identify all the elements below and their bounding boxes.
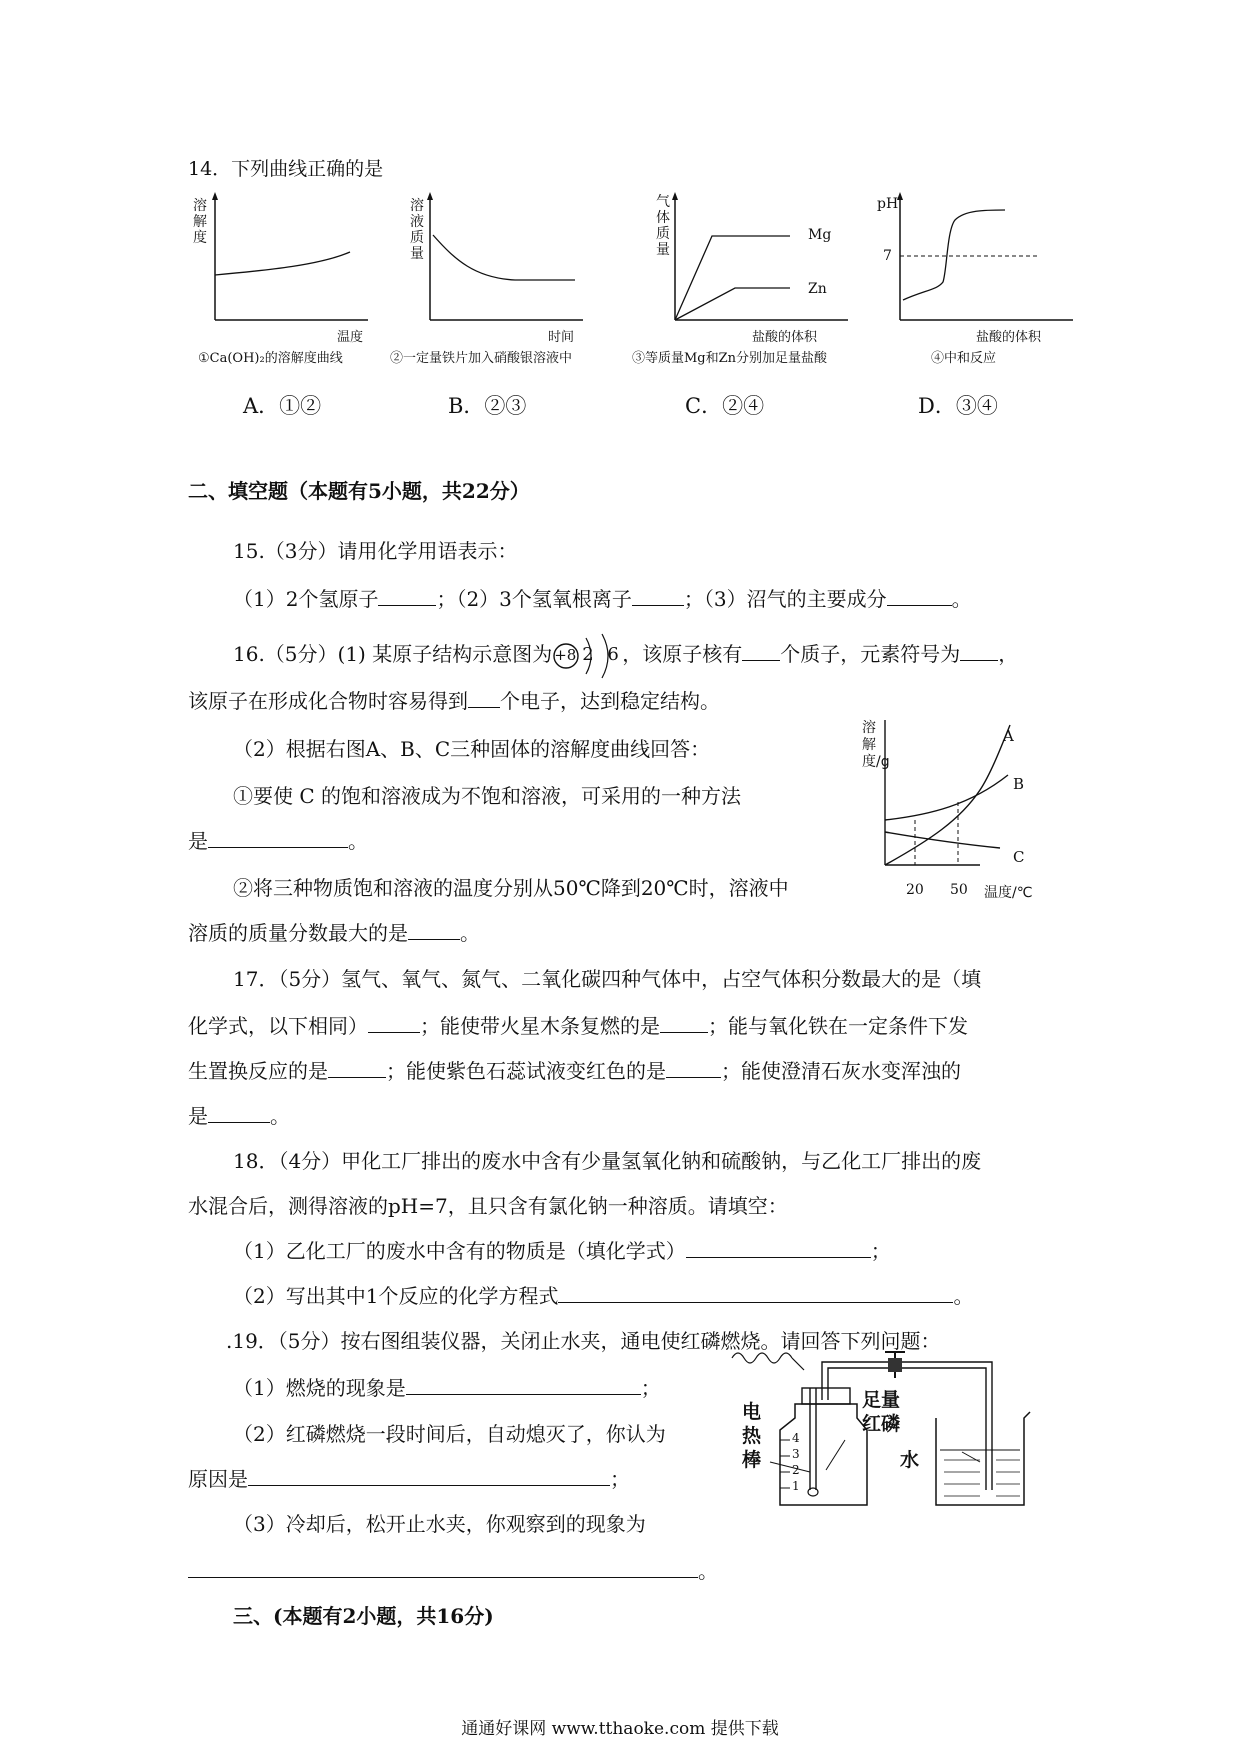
graph-3-xlabel: 盐酸的体积 <box>752 330 818 345</box>
q17-blank-1[interactable] <box>368 1014 420 1033</box>
series-b-label: B <box>1013 775 1025 793</box>
q17-l2a: 化学式，以下相同） <box>188 1014 368 1038</box>
q19-p3: （3）冷却后，松开止水夹，你观察到的现象为 <box>233 1512 646 1536</box>
q17-blank-4[interactable] <box>666 1059 721 1078</box>
q16-blank-symbol[interactable] <box>960 642 998 661</box>
q16-sub2-line <box>188 917 480 946</box>
q16-sub1-line <box>188 825 368 854</box>
q16-sub1b: 是 <box>188 829 208 853</box>
q16-blank-electrons[interactable] <box>468 689 500 708</box>
q17-line-4 <box>188 1100 290 1129</box>
q16-blank-method[interactable] <box>208 829 348 848</box>
q16-sub1a: ①要使 C 的饱和溶液成为不饱和溶液，可采用的一种方法 <box>233 784 742 808</box>
q19-blank-3[interactable] <box>188 1559 698 1578</box>
curve-a <box>885 725 1010 865</box>
q16-line-1 <box>233 638 1018 668</box>
graph-1-solubility <box>190 190 370 340</box>
q19-blank-2[interactable] <box>248 1467 610 1486</box>
q15-p3: ；（3）沼气的主要成分 <box>683 587 887 611</box>
q19-part-3 <box>188 1555 718 1584</box>
q19-p2b: 原因是 <box>188 1467 248 1491</box>
graph-3-caption: ③等质量Mg和Zn分别加足量盐酸 <box>632 351 828 366</box>
graph-4-caption: ④中和反应 <box>931 351 997 366</box>
option-c[interactable]: C．②④ <box>685 394 765 418</box>
option-b[interactable]: B．②③ <box>448 394 527 418</box>
q17-l4b: 。 <box>270 1104 290 1128</box>
graph-3-ylabel: 气体质量 <box>656 194 670 258</box>
graph-3-series-mg: Mg <box>808 227 832 243</box>
q18-blank-1[interactable] <box>686 1239 871 1258</box>
q16-sub2end: 。 <box>460 921 480 945</box>
q19-part-1 <box>233 1372 661 1401</box>
q17-l3a: 生置换反应的是 <box>188 1059 328 1083</box>
q18-p1: （1）乙化工厂的废水中含有的物质是（填化学式） <box>233 1239 686 1263</box>
q15-p2: ；（2）3个氢氧根离子 <box>436 587 632 611</box>
q19-p1: （1）燃烧的现象是 <box>233 1376 406 1400</box>
atom-diagram <box>552 644 622 668</box>
graph-4-xlabel: 盐酸的体积 <box>976 330 1042 345</box>
q19-p2end: ； <box>610 1467 630 1491</box>
q18-l2: 水混合后，测得溶液的pH=7，且只含有氯化钠一种溶质。请填空： <box>188 1194 788 1218</box>
q15-p1: （1）2个氢原子 <box>233 587 379 611</box>
apparatus-rod-label: 电热棒 <box>742 1401 762 1471</box>
mark-4: 4 <box>792 1431 800 1445</box>
q17-l3c: ；能使澄清石灰水变浑浊的 <box>721 1059 961 1083</box>
q19-part-2 <box>188 1463 630 1492</box>
q18-p2: （2）写出其中1个反应的化学方程式 <box>233 1284 559 1308</box>
q19-stem: .19．（5分）按右图组装仪器，关闭止水夹，通电使红磷燃烧。请回答下列问题： <box>226 1329 941 1353</box>
q17-l1: 17．（5分）氢气、氧气、氮气、二氧化碳四种气体中，占空气体积分数最大的是（填 <box>233 967 982 991</box>
series-a-label: A <box>1003 727 1014 745</box>
q17-blank-3[interactable] <box>328 1059 386 1078</box>
q15-blank-3[interactable] <box>887 587 952 606</box>
q16-line-2 <box>188 685 720 714</box>
q16-sub2b: 溶质的质量分数最大的是 <box>188 921 408 945</box>
graph-4-tick-7: 7 <box>883 248 892 264</box>
solubility-chart <box>880 720 1060 885</box>
q17-blank-2[interactable] <box>660 1014 708 1033</box>
q18-part-2 <box>233 1280 973 1309</box>
tick-50: 50 <box>950 882 968 898</box>
q17-l2b: ；能使带火星木条复燃的是 <box>420 1014 660 1038</box>
q16-blank-largest[interactable] <box>408 921 460 940</box>
series-c-label: C <box>1013 848 1025 866</box>
atom-nucleus: +8 <box>554 645 577 664</box>
q19-p2a: （2）红磷燃烧一段时间后，自动熄灭了，你认为 <box>233 1422 666 1446</box>
q16-blank-protons[interactable] <box>742 642 780 661</box>
apparatus-water-label: 水 <box>900 1449 920 1471</box>
solubility-ylabel: 溶解度/g <box>862 720 890 770</box>
q15-blank-1[interactable] <box>378 587 436 606</box>
option-a[interactable]: A．①② <box>243 394 322 418</box>
q18-l1: 18．（4分）甲化工厂排出的废水中含有少量氢氧化钠和硫酸钠，与乙化工厂排出的废 <box>233 1149 982 1173</box>
curve-c <box>885 832 1000 848</box>
q19-blank-1[interactable] <box>406 1376 641 1395</box>
q19-p1end: ； <box>640 1376 661 1400</box>
q18-p1end: ； <box>870 1239 891 1263</box>
q16-line2b: 个电子，达到稳定结构。 <box>500 689 720 713</box>
q15-blank-2[interactable] <box>632 587 684 606</box>
q17-blank-5[interactable] <box>208 1104 270 1123</box>
footer: 通通好课网 www.tthaoke.com 提供下载 <box>461 1719 779 1739</box>
section-2-title: 二、填空题（本题有5小题，共22分） <box>188 479 530 503</box>
graph-2-ylabel: 溶液质量 <box>410 198 424 262</box>
q16-part1c: 个质子，元素符号为 <box>780 642 961 666</box>
q15-line <box>233 583 972 612</box>
graph-4-ylabel: pH <box>877 196 899 212</box>
q17-line-3 <box>188 1055 961 1084</box>
graph-1-caption: ①Ca(OH)₂的溶解度曲线 <box>198 351 343 366</box>
graph-1-ylabel: 溶解度 <box>193 198 207 246</box>
q18-p2end: 。 <box>953 1284 974 1308</box>
mark-1: 1 <box>792 1479 800 1493</box>
section-3-title: 三、(本题有2小题，共16分) <box>233 1604 494 1628</box>
q16-part1d: ， <box>998 642 1019 666</box>
q15-stem: 15.（3分）请用化学用语表示： <box>233 539 518 563</box>
q18-part-1 <box>233 1235 891 1264</box>
q14-stem: 14．下列曲线正确的是 <box>188 158 384 180</box>
q15-end: 。 <box>951 587 972 611</box>
option-d[interactable]: D．③④ <box>918 394 998 418</box>
graph-2-caption: ②一定量铁片加入硝酸银溶液中 <box>390 351 573 366</box>
q16-part2: （2）根据右图A、B、C三种固体的溶解度曲线回答： <box>233 737 711 761</box>
tick-20: 20 <box>906 882 924 898</box>
atom-shells: 2 6 <box>582 643 619 665</box>
q17-l3b: ；能使紫色石蕊试液变红色的是 <box>386 1059 666 1083</box>
solubility-xlabel: 温度/℃ <box>984 885 1033 901</box>
q17-l2c: ；能与氧化铁在一定条件下发 <box>708 1014 968 1038</box>
mark-3: 3 <box>792 1447 800 1461</box>
q17-line-2 <box>188 1010 968 1039</box>
q16-line2a: 该原子在形成化合物时容易得到 <box>188 689 468 713</box>
graph-3-gas-mass <box>650 190 850 340</box>
graph-2-solution-mass <box>405 190 585 340</box>
curve-b <box>885 775 1008 820</box>
q17-l4a: 是 <box>188 1104 208 1128</box>
q19-p3end: 。 <box>698 1559 718 1583</box>
graph-4-ph <box>875 190 1075 340</box>
q16-sub1end: 。 <box>348 829 368 853</box>
graph-2-xlabel: 时间 <box>548 330 575 345</box>
q16-sub2a: ②将三种物质饱和溶液的温度分别从50℃降到20℃时，溶液中 <box>233 876 789 900</box>
q16-part1a: 16.（5分）(1) 某原子结构示意图为 <box>233 642 553 666</box>
graph-3-series-zn: Zn <box>808 281 827 297</box>
apparatus-phosphorus-label: 足量红磷 <box>862 1389 901 1435</box>
graph-1-xlabel: 温度 <box>337 330 364 345</box>
q18-blank-2[interactable] <box>558 1284 953 1303</box>
mark-2: 2 <box>792 1463 800 1477</box>
q16-part1b: ，该原子核有 <box>622 642 743 666</box>
